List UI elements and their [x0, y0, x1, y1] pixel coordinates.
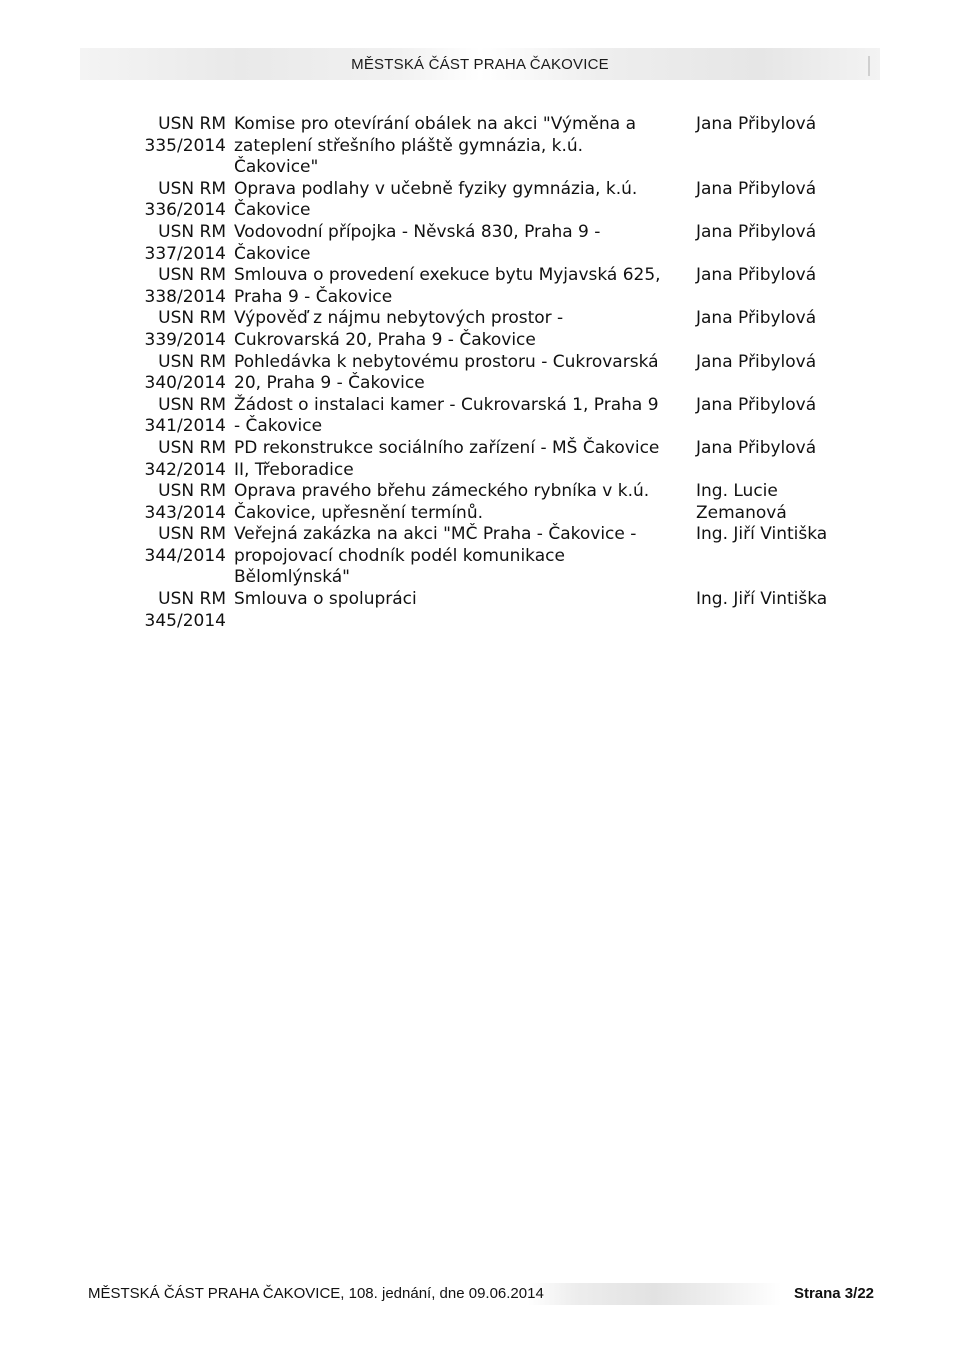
page-header-title: MĚSTSKÁ ČÁST PRAHA ČAKOVICE	[351, 56, 609, 73]
resolution-id	[138, 524, 226, 589]
responsible-person: Jana Přibylová	[696, 178, 817, 199]
resolution-row	[138, 395, 858, 438]
responsible-person: Jana Přibylová	[696, 265, 817, 286]
resolution-id-number: 345/2014	[144, 610, 226, 631]
resolution-subject: Komise pro otevírání obálek na akci "Výměna a zateplení střešního pláště gymnázia, k.ú. Čakovice"	[234, 114, 636, 178]
resolution-id-prefix: USN RM	[158, 114, 226, 134]
resolution-id-prefix: USN RM	[158, 524, 226, 545]
resolution-id	[138, 222, 226, 265]
resolution-id-number: 336/2014	[144, 200, 226, 221]
resolution-row	[138, 308, 858, 351]
resolution-subject: Smlouva o spolupráci	[234, 589, 417, 610]
resolution-id-prefix: USN RM	[158, 351, 226, 372]
resolution-id-prefix: USN RM	[158, 178, 226, 199]
resolution-subject: Výpověď z nájmu nebytových prostor - Cukrovarská 20, Praha 9 - Čakovice	[234, 308, 564, 350]
resolution-id-number: 335/2014	[144, 135, 226, 156]
page-number: Strana 3/22	[793, 1285, 874, 1302]
resolution-id-prefix: USN RM	[158, 394, 226, 415]
resolution-id-prefix: USN RM	[158, 437, 226, 458]
resolution-subject: Vodovodní přípojka - Něvská 830, Praha 9 - Čakovice	[234, 221, 601, 264]
resolution-id-prefix: USN RM	[158, 221, 226, 242]
resolution-row	[138, 265, 858, 308]
responsible-person: Ing. Jiří Vintiška	[696, 524, 828, 545]
resolution-row	[138, 438, 858, 481]
resolution-id-number: 343/2014	[144, 502, 226, 523]
resolution-id-prefix: USN RM	[158, 589, 226, 610]
responsible-person: Jana Přibylová	[696, 308, 817, 329]
responsible-person: Jana Přibylová	[696, 221, 817, 242]
resolution-subject: PD rekonstrukce sociálního zařízení - MŠ Čakovice II, Třeboradice	[234, 437, 660, 480]
resolution-id	[138, 395, 226, 438]
responsible-person: Jana Přibylová	[696, 351, 817, 372]
resolution-subject: Oprava pravého břehu zámeckého rybníka v k.ú. Čakovice, upřesnění termínů.	[234, 481, 650, 523]
responsible-person: Ing. Jiří Vintiška	[696, 589, 828, 610]
resolution-subject: Žádost o instalaci kamer - Cukrovarská 1, Praha 9 - Čakovice	[234, 394, 659, 437]
resolution-id	[138, 352, 226, 395]
resolution-id	[138, 481, 226, 524]
resolution-subject: Oprava podlahy v učebně fyziky gymnázia, k.ú. Čakovice	[234, 178, 638, 221]
responsible-person: Jana Přibylová	[696, 114, 817, 134]
resolution-id-number: 340/2014	[144, 373, 226, 394]
resolution-row	[138, 179, 858, 222]
resolution-id-number: 342/2014	[144, 459, 226, 480]
resolution-id	[138, 308, 226, 351]
resolution-row	[138, 481, 858, 524]
resolution-id	[138, 438, 226, 481]
resolution-id-prefix: USN RM	[158, 265, 226, 286]
responsible-person: Ing. Lucie Zemanová	[696, 481, 787, 523]
responsible-person: Jana Přibylová	[696, 394, 817, 415]
resolution-id	[138, 265, 226, 308]
resolution-id	[138, 114, 226, 179]
resolution-subject: Pohledávka k nebytovému prostoru - Cukrovarská 20, Praha 9 - Čakovice	[234, 351, 659, 394]
resolution-id-number: 338/2014	[144, 286, 226, 307]
resolution-row	[138, 222, 858, 265]
resolution-id-number: 339/2014	[144, 329, 226, 350]
footer-meeting-info: MĚSTSKÁ ČÁST PRAHA ČAKOVICE, 108. jednání, dne 09.06.2014	[88, 1285, 544, 1302]
resolution-id	[138, 589, 226, 632]
resolution-id-prefix: USN RM	[158, 308, 226, 329]
resolution-row	[138, 114, 858, 179]
resolution-subject: Smlouva o provedení exekuce bytu Myjavská 625, Praha 9 - Čakovice	[234, 265, 661, 307]
resolution-id-prefix: USN RM	[158, 481, 226, 502]
resolution-row	[138, 524, 858, 589]
responsible-person: Jana Přibylová	[696, 437, 817, 458]
resolution-row	[138, 589, 858, 632]
resolution-id-number: 341/2014	[144, 416, 226, 437]
resolution-id-number: 344/2014	[144, 545, 226, 566]
resolution-list	[138, 114, 858, 632]
resolution-subject: Veřejná zakázka na akci "MČ Praha - Čakovice - propojovací chodník podél komunikace Bělomlýnská"	[234, 524, 637, 588]
resolution-id	[138, 179, 226, 222]
resolution-id-number: 337/2014	[144, 243, 226, 264]
resolution-row	[138, 352, 858, 395]
